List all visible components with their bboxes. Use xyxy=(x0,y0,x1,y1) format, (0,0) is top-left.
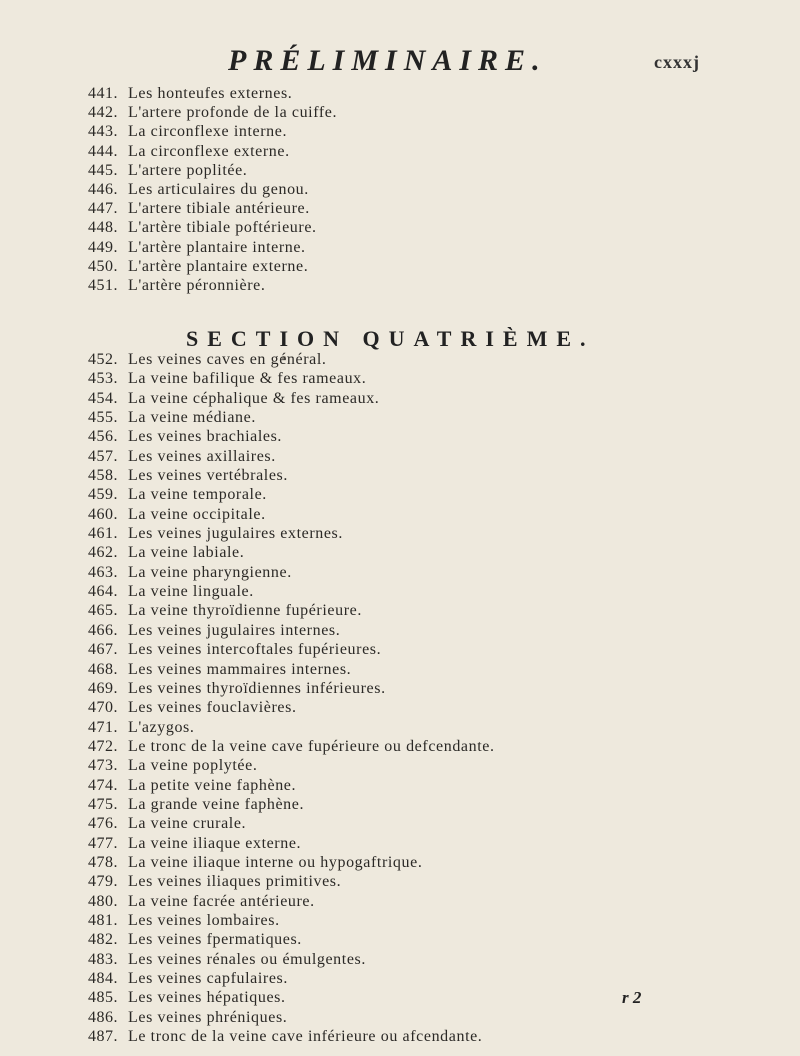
item-text: Les veines intercoftales fupérieures. xyxy=(128,641,382,659)
list-item xyxy=(88,814,495,833)
item-number: 452. xyxy=(88,351,118,368)
item-text: Les veines phréniques. xyxy=(128,1008,288,1026)
list-item xyxy=(88,737,495,756)
item-number: 475. xyxy=(88,795,118,813)
list-item xyxy=(88,988,495,1007)
list-item xyxy=(88,161,337,180)
item-number: 482. xyxy=(88,931,118,949)
item-number: 467. xyxy=(88,641,118,659)
list-item xyxy=(88,698,495,717)
item-number: 471. xyxy=(88,718,118,736)
list-item xyxy=(88,180,337,199)
item-number: 459. xyxy=(88,486,118,504)
item-number: 453. xyxy=(88,370,118,388)
item-text: La veine occipitale. xyxy=(128,505,266,523)
vein-list xyxy=(88,350,495,1046)
list-item xyxy=(88,276,337,295)
item-number: 480. xyxy=(88,892,118,910)
list-item xyxy=(88,350,495,369)
list-item xyxy=(88,1027,495,1046)
item-text: Les veines fpermatiques. xyxy=(128,931,302,949)
item-number: 472. xyxy=(88,737,118,755)
list-item xyxy=(88,911,495,930)
item-text: L'artère plantaire interne. xyxy=(128,238,306,256)
item-number: 448. xyxy=(88,219,118,237)
list-item xyxy=(88,679,495,698)
item-number: 478. xyxy=(88,853,118,871)
item-text: L'artere tibiale antérieure. xyxy=(128,200,310,218)
list-item xyxy=(88,718,495,737)
item-text: La veine iliaque interne ou hypogaftrique. xyxy=(128,853,423,871)
page-number: cxxxj xyxy=(654,52,700,72)
item-number: 458. xyxy=(88,467,118,485)
item-number: 462. xyxy=(88,544,118,562)
list-item xyxy=(88,238,337,257)
item-text: Les veines rénales ou émulgentes. xyxy=(128,950,366,968)
item-text: L'azygos. xyxy=(128,718,195,736)
item-number: 460. xyxy=(88,505,118,523)
list-item xyxy=(88,776,495,795)
list-item xyxy=(88,466,495,485)
list-item xyxy=(88,389,495,408)
list-item xyxy=(88,621,495,640)
list-item xyxy=(88,582,495,601)
item-text: Le tronc de la veine cave inférieure ou afcendante. xyxy=(128,1028,483,1046)
list-item xyxy=(88,122,337,141)
item-text: La circonflexe interne. xyxy=(128,123,288,141)
list-item xyxy=(88,103,337,122)
item-text: Les veines lombaires. xyxy=(128,911,280,929)
item-text: La veine pharyngienne. xyxy=(128,563,292,581)
item-number: 451. xyxy=(88,276,118,294)
list-item xyxy=(88,969,495,988)
item-text: La veine iliaque externe. xyxy=(128,834,302,852)
item-number: 443. xyxy=(88,123,118,141)
item-number: 470. xyxy=(88,699,118,717)
item-number: 450. xyxy=(88,257,118,275)
item-number: 477. xyxy=(88,834,118,852)
item-text: La veine crurale. xyxy=(128,815,247,833)
item-number: 468. xyxy=(88,660,118,678)
item-number: 464. xyxy=(88,583,118,601)
list-item xyxy=(88,834,495,853)
item-text: La veine temporale. xyxy=(128,486,267,504)
item-number: 444. xyxy=(88,142,118,160)
item-text: La veine linguale. xyxy=(128,583,254,601)
item-text: Les veines vertébrales. xyxy=(128,467,288,485)
item-text: Les veines mammaires internes. xyxy=(128,660,352,678)
item-text: La veine thyroïdienne fupérieure. xyxy=(128,602,362,620)
item-number: 476. xyxy=(88,815,118,833)
list-item xyxy=(88,930,495,949)
list-item xyxy=(88,199,337,218)
item-text: Les veines jugulaires externes. xyxy=(128,525,343,543)
list-item xyxy=(88,640,495,659)
item-text: Les veines brachiales. xyxy=(128,428,283,446)
artery-list xyxy=(88,84,337,295)
item-text: La veine facrée antérieure. xyxy=(128,892,315,910)
list-item xyxy=(88,408,495,427)
item-number: 463. xyxy=(88,563,118,581)
item-text: L'artère péronnière. xyxy=(128,276,266,294)
list-item xyxy=(88,950,495,969)
item-number: 486. xyxy=(88,1008,118,1026)
item-number: 487. xyxy=(88,1028,118,1046)
item-number: 484. xyxy=(88,970,118,987)
item-number: 446. xyxy=(88,180,118,198)
list-item xyxy=(88,563,495,582)
list-item xyxy=(88,447,495,466)
section-heading: SECTION QUATRIÈME. xyxy=(186,326,595,351)
list-item xyxy=(88,142,337,161)
item-text: L'artere profonde de la cuiffe. xyxy=(128,104,338,122)
item-text: La veine médiane. xyxy=(128,409,256,427)
item-number: 441. xyxy=(88,85,118,102)
item-text: Les veines thyroïdiennes inférieures. xyxy=(128,679,386,697)
item-text: Le tronc de la veine cave fupérieure ou defcendante. xyxy=(128,737,495,755)
item-number: 485. xyxy=(88,989,118,1007)
list-item xyxy=(88,369,495,388)
list-item xyxy=(88,524,495,543)
item-text: La petite veine faphène. xyxy=(128,776,297,794)
list-item xyxy=(88,872,495,891)
item-number: 473. xyxy=(88,757,118,775)
item-text: Les veines fouclavières. xyxy=(128,699,297,717)
item-text: Les veines caves en général. xyxy=(128,351,327,368)
list-item xyxy=(88,485,495,504)
list-item xyxy=(88,660,495,679)
list-item xyxy=(88,427,495,446)
item-number: 461. xyxy=(88,525,118,543)
list-item xyxy=(88,892,495,911)
item-text: Les honteufes externes. xyxy=(128,85,293,102)
printer-signature: r 2 xyxy=(622,988,642,1007)
list-item xyxy=(88,218,337,237)
list-item xyxy=(88,756,495,775)
list-item xyxy=(88,505,495,524)
list-item xyxy=(88,601,495,620)
item-text: L'artère plantaire externe. xyxy=(128,257,309,275)
item-number: 465. xyxy=(88,602,118,620)
item-text: Les veines capfulaires. xyxy=(128,970,288,987)
list-item xyxy=(88,84,337,103)
item-text: La grande veine faphène. xyxy=(128,795,305,813)
item-number: 442. xyxy=(88,104,118,122)
item-number: 479. xyxy=(88,873,118,891)
list-item xyxy=(88,543,495,562)
list-item xyxy=(88,257,337,276)
item-text: L'artère tibiale poftérieure. xyxy=(128,219,317,237)
item-number: 447. xyxy=(88,200,118,218)
item-text: La veine labiale. xyxy=(128,544,245,562)
item-number: 455. xyxy=(88,409,118,427)
item-text: Les veines hépatiques. xyxy=(128,989,286,1007)
list-item xyxy=(88,795,495,814)
item-number: 469. xyxy=(88,679,118,697)
item-text: La circonflexe externe. xyxy=(128,142,290,160)
item-text: Les articulaires du genou. xyxy=(128,180,309,198)
running-head: PRÉLIMINAIRE. xyxy=(228,44,547,77)
item-number: 466. xyxy=(88,621,118,639)
item-number: 483. xyxy=(88,950,118,968)
item-text: La veine céphalique & fes rameaux. xyxy=(128,389,380,407)
item-text: Les veines jugulaires internes. xyxy=(128,621,341,639)
item-text: L'artere poplitée. xyxy=(128,161,248,179)
list-item xyxy=(88,1008,495,1027)
item-text: Les veines axillaires. xyxy=(128,447,276,465)
item-number: 474. xyxy=(88,776,118,794)
item-number: 456. xyxy=(88,428,118,446)
list-item xyxy=(88,853,495,872)
item-number: 481. xyxy=(88,911,118,929)
item-text: Les veines iliaques primitives. xyxy=(128,873,342,891)
item-number: 445. xyxy=(88,161,118,179)
item-text: La veine bafilique & fes rameaux. xyxy=(128,370,367,388)
item-number: 457. xyxy=(88,447,118,465)
item-text: La veine poplytée. xyxy=(128,757,258,775)
item-number: 449. xyxy=(88,238,118,256)
item-number: 454. xyxy=(88,389,118,407)
